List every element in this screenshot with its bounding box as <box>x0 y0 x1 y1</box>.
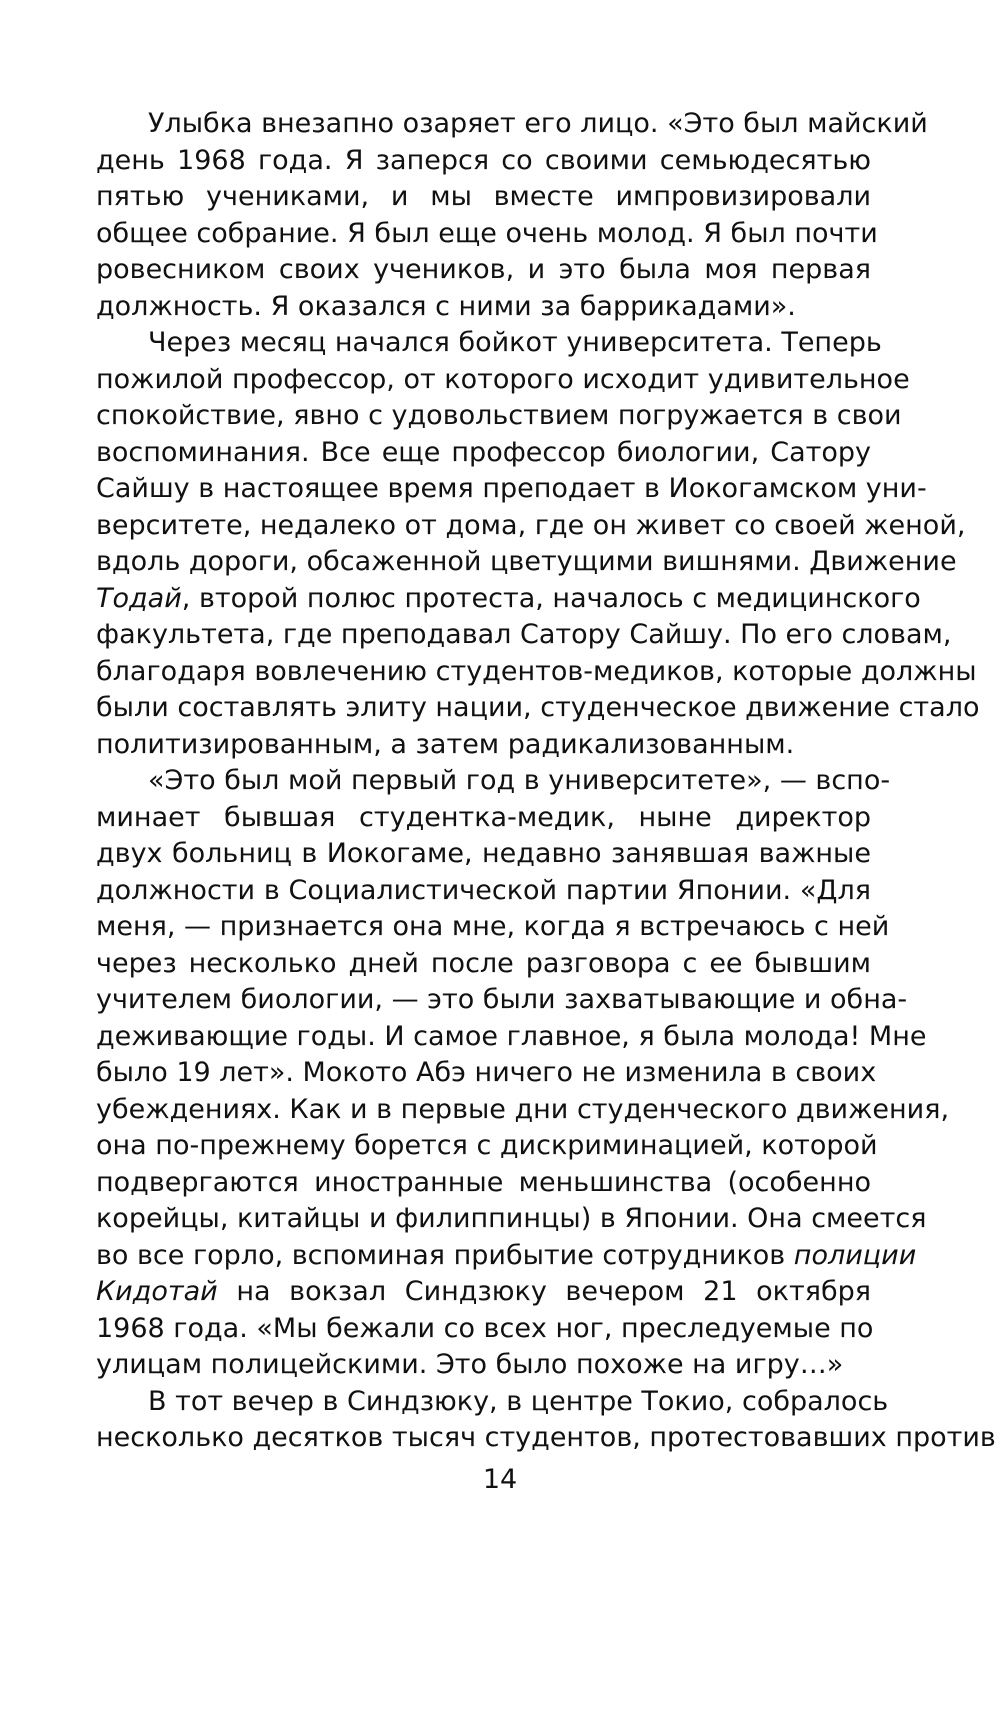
text-line: Кидотай на вокзал Синдзюку вечером 21 октября <box>96 1276 871 1307</box>
text-line: Через месяц начался бойкот университета. Теперь <box>148 327 882 358</box>
body-text <box>96 106 996 1457</box>
paragraph <box>96 763 950 1384</box>
text-line: Тодай, второй полюс протеста, началось с медицинского <box>96 582 921 614</box>
text-line: через несколько дней после разговора с ее бывшим <box>96 947 871 979</box>
text-line: спокойствие, явно с удовольствием погружается в свои <box>96 400 902 431</box>
text-line: благодаря вовлечению студентов-медиков, которые должны <box>96 655 977 687</box>
paragraph <box>96 106 928 325</box>
text-line: убеждениях. Как и в первые дни студенческого движения, <box>96 1093 950 1125</box>
text-line: меня, — признается она мне, когда я встречаюсь с ней <box>96 911 890 942</box>
text-line: несколько десятков тысяч студентов, протестовавших против <box>96 1422 996 1453</box>
text-line: день 1968 года. Я заперся со своими семьюдесятью <box>96 144 871 176</box>
text-line: 1968 года. «Мы бежали со всех ног, преследуемые по <box>96 1312 874 1344</box>
text-line: улицам полицейскими. Это было похоже на игру…» <box>96 1349 844 1380</box>
paragraph <box>96 325 980 763</box>
text-line: должность. Я оказался с ними за баррикадами». <box>96 290 796 322</box>
text-line: двух больниц в Иокогаме, недавно занявшая важные <box>96 838 871 869</box>
paragraph <box>96 1384 996 1457</box>
text-line: подвергаются иностранные меньшинства (особенно <box>96 1166 871 1198</box>
text-line: факультета, где преподавал Сатору Сайшу. По его словам, <box>96 619 952 650</box>
text-line: минает бывшая студентка-медик, ныне директор <box>96 801 871 833</box>
text-line: воспоминания. Все еще профессор биологии, Сатору <box>96 436 871 468</box>
page-number: 14 <box>482 1464 518 1495</box>
text-line: Улыбка внезапно озаряет его лицо. «Это был майский <box>148 108 928 139</box>
text-line: вдоль дороги, обсаженной цветущими вишнями. Движение <box>96 546 957 577</box>
text-line: она по-прежнему борется с дискриминацией, которой <box>96 1130 878 1161</box>
text-line: во все горло, вспоминая прибытие сотрудников полиции <box>96 1239 917 1271</box>
text-line: деживающие годы. И самое главное, я была молода! Мне <box>96 1020 927 1052</box>
text-line: В тот вечер в Синдзюку, в центре Токио, собралось <box>148 1385 889 1417</box>
text-line: политизированным, а затем радикализованным. <box>96 728 795 760</box>
text-line: пятью учениками, и мы вместе импровизировали <box>96 181 871 212</box>
text-line: «Это был мой первый год в университете», — вспо- <box>148 765 891 796</box>
text-line: ровесником своих учеников, и это была моя первая <box>96 254 871 285</box>
text-line: были составлять элиту нации, студенческое движение стало <box>96 692 980 723</box>
text-line: верситете, недалеко от дома, где он живет со своей женой, <box>96 509 966 541</box>
text-line: корейцы, китайцы и филиппинцы) в Японии. Она смеется <box>96 1203 927 1234</box>
text-line: общее собрание. Я был еще очень молод. Я был почти <box>96 217 878 249</box>
text-line: учителем биологии, — это были захватывающие и обна- <box>96 984 908 1015</box>
text-line: Сайшу в настоящее время преподает в Иокогамском уни- <box>96 473 927 504</box>
text-line: было 19 лет». Мокото Абэ ничего не изменила в своих <box>96 1057 877 1088</box>
text-line: пожилой профессор, от которого исходит удивительное <box>96 363 910 395</box>
text-line: должности в Социалистической партии Японии. «Для <box>96 874 871 906</box>
